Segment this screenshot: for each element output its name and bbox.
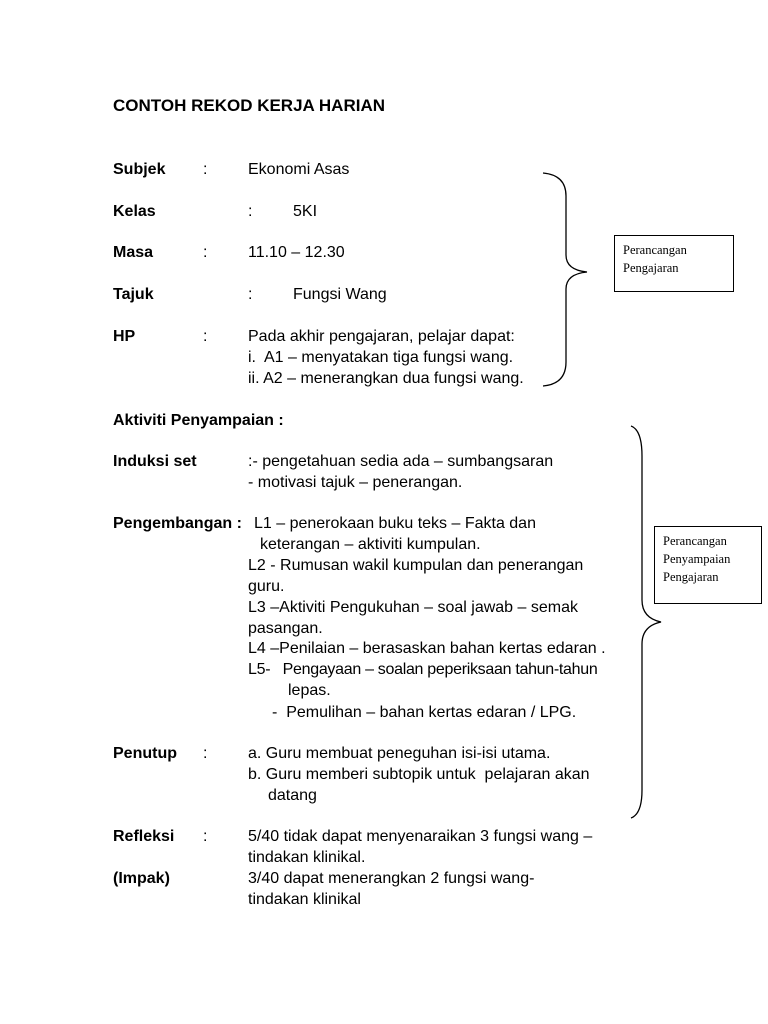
colon-hp: : bbox=[203, 328, 208, 345]
hp-line: i. A1 – menyatakan tiga fungsi wang. bbox=[248, 349, 514, 366]
note-line: Perancangan bbox=[663, 534, 727, 548]
penutup-line: a. Guru membuat peneguhan isi-isi utama. bbox=[248, 745, 551, 762]
pengembangan-line: - Pemulihan – bahan kertas edaran / LPG. bbox=[272, 704, 577, 721]
label-tajuk: Tajuk bbox=[113, 286, 154, 303]
value-tajuk: Fungsi Wang bbox=[293, 286, 387, 303]
page-title: CONTOH REKOD KERJA HARIAN bbox=[113, 96, 386, 115]
label-hp: HP bbox=[113, 328, 136, 345]
note-perancangan-penyampaian bbox=[654, 526, 762, 604]
value-masa: 11.10 – 12.30 bbox=[248, 244, 345, 261]
induksi-line: :- pengetahuan sedia ada – sumbangsaran bbox=[248, 453, 554, 470]
pengembangan-line: L1 – penerokaan buku teks – Fakta dan bbox=[254, 515, 536, 532]
pengembangan-line: L5- Pengayaan – soalan peperiksaan tahun-tahun bbox=[248, 661, 598, 678]
note-perancangan-pengajaran bbox=[614, 235, 734, 292]
label-impak: (Impak) bbox=[113, 870, 170, 887]
refleksi-line: 5/40 tidak dapat menyenaraikan 3 fungsi wang – bbox=[248, 828, 593, 845]
label-induksi: Induksi set bbox=[113, 453, 197, 470]
label-masa: Masa bbox=[113, 244, 154, 261]
section-heading-aktiviti: Aktiviti Penyampaian : bbox=[113, 412, 284, 429]
value-subjek: Ekonomi Asas bbox=[248, 161, 350, 178]
colon-refleksi: : bbox=[203, 828, 208, 845]
colon-masa: : bbox=[203, 244, 208, 261]
pengembangan-line: L2 - Rumusan wakil kumpulan dan penerangan bbox=[248, 557, 584, 574]
hp-line: Pada akhir pengajaran, pelajar dapat: bbox=[248, 328, 515, 345]
note-line: Perancangan bbox=[623, 243, 687, 257]
label-penutup: Penutup bbox=[113, 745, 177, 762]
label-subjek: Subjek bbox=[113, 161, 166, 178]
impak-line: 3/40 dapat menerangkan 2 fungsi wang- bbox=[248, 870, 535, 887]
colon-subjek: : bbox=[203, 161, 208, 178]
pengembangan-line: keterangan – aktiviti kumpulan. bbox=[260, 536, 481, 553]
pengembangan-line: L3 –Aktiviti Pengukuhan – soal jawab – semak bbox=[248, 599, 578, 616]
impak-line: tindakan klinikal bbox=[248, 891, 361, 908]
penutup-line: datang bbox=[268, 787, 317, 804]
pengembangan-line: guru. bbox=[248, 578, 285, 595]
note-line: Penyampaian bbox=[663, 552, 731, 566]
pengembangan-line: lepas. bbox=[288, 682, 331, 699]
colon-kelas: : bbox=[248, 203, 253, 220]
note-line: Pengajaran bbox=[663, 570, 719, 584]
pengembangan-line: L4 –Penilaian – berasaskan bahan kertas edaran . bbox=[248, 640, 606, 657]
pengembangan-line: pasangan. bbox=[248, 620, 323, 637]
colon-penutup: : bbox=[203, 745, 208, 762]
penutup-line: b. Guru memberi subtopik untuk pelajaran akan bbox=[248, 766, 590, 783]
label-kelas: Kelas bbox=[113, 203, 156, 220]
value-kelas: 5KI bbox=[293, 203, 318, 220]
refleksi-line: tindakan klinikal. bbox=[248, 849, 366, 866]
colon-tajuk: : bbox=[248, 286, 253, 303]
label-pengembangan: Pengembangan : bbox=[113, 515, 242, 532]
hp-line: ii. A2 – menerangkan dua fungsi wang. bbox=[248, 370, 524, 387]
label-refleksi: Refleksi bbox=[113, 828, 175, 845]
note-line: Pengajaran bbox=[623, 261, 679, 275]
induksi-line: - motivasi tajuk – penerangan. bbox=[248, 474, 463, 491]
